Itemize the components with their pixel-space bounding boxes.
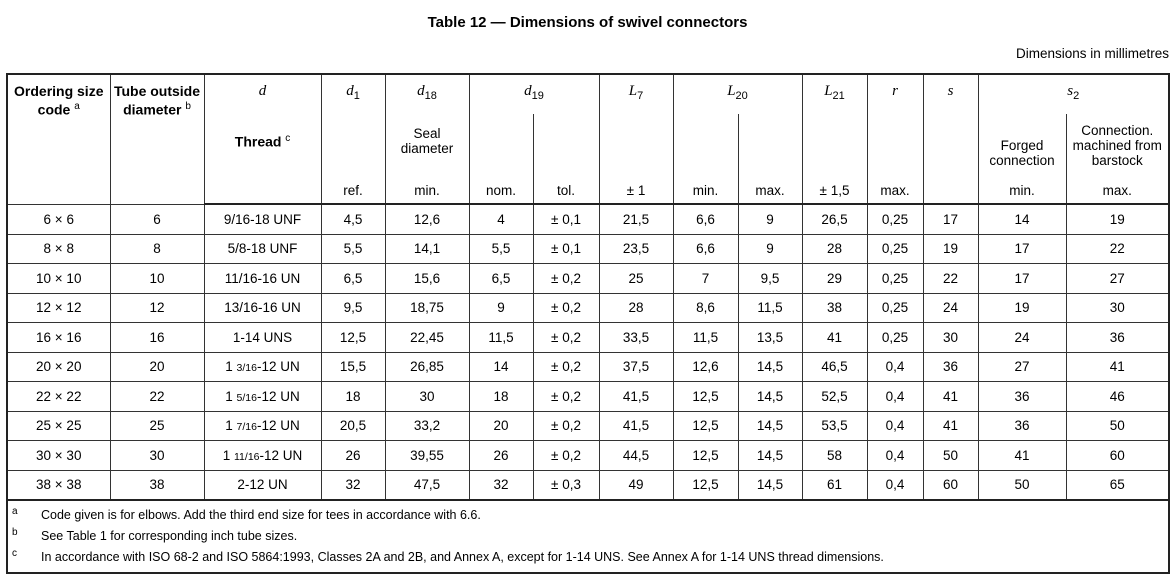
cell-ordering-code: 16 × 16: [7, 323, 110, 353]
cell-s2-machined: 41: [1066, 352, 1169, 382]
cell-L20-min: 6,6: [673, 204, 738, 234]
cell-thread-part: 13/16-16 UN: [224, 300, 301, 316]
cell-ordering-code: 8 × 8: [7, 234, 110, 264]
cell-r: 0,25: [867, 264, 923, 294]
cell-thread-part: 2-12 UN: [237, 477, 288, 493]
cell-d1: 9,5: [321, 293, 385, 323]
cell-thread-part: 1: [225, 359, 237, 375]
cell-s2-machined: 30: [1066, 293, 1169, 323]
cell-s2-machined: 60: [1066, 441, 1169, 471]
cell-s: 30: [923, 323, 978, 353]
cell-ordering-code: 10 × 10: [7, 264, 110, 294]
cell-L21: 58: [802, 441, 867, 471]
cell-tube-od: 8: [110, 234, 204, 264]
cell-L20-min: 12,5: [673, 470, 738, 500]
cell-thread: [204, 323, 321, 353]
cell-tube-od: 10: [110, 264, 204, 294]
cell-L21: 53,5: [802, 411, 867, 441]
cell-d1: 5,5: [321, 234, 385, 264]
cell-L7: 41,5: [599, 411, 673, 441]
units-note: Dimensions in millimetres: [1015, 46, 1169, 61]
cell-L20-min: 12,5: [673, 441, 738, 471]
cell-s2-forged: 36: [978, 382, 1066, 412]
cell-thread-part: 7/16: [236, 421, 257, 434]
cell-L7: 33,5: [599, 323, 673, 353]
cell-d18: 33,2: [385, 411, 469, 441]
header-ordering-size-code: Ordering size code $^a$: [7, 74, 110, 204]
header-d-symbol: d: [204, 74, 321, 114]
cell-thread-part: 1: [225, 388, 237, 404]
header-thread: Thread $^c$: [204, 114, 321, 168]
header-s-symbol: s: [923, 74, 978, 114]
cell-L21: 46,5: [802, 352, 867, 382]
table-row: [7, 293, 1169, 323]
cell-s2-forged: 41: [978, 441, 1066, 471]
cell-tube-od: 12: [110, 293, 204, 323]
header-s2-forged: Forged connection: [978, 114, 1066, 168]
cell-L21: 61: [802, 470, 867, 500]
cell-thread-part: -12 UN: [256, 359, 300, 375]
cell-s: 22: [923, 264, 978, 294]
cell-s2-forged: 14: [978, 204, 1066, 234]
header-d19-tol-blank: [533, 114, 599, 168]
cell-d19-nom: 6,5: [469, 264, 533, 294]
header-L20-min: min.: [673, 168, 738, 204]
cell-L20-max: 9,5: [738, 264, 802, 294]
cell-s2-machined: 50: [1066, 411, 1169, 441]
cell-d18: 14,1: [385, 234, 469, 264]
cell-s2-machined: 27: [1066, 264, 1169, 294]
table-row: [7, 411, 1169, 441]
cell-d19-nom: 5,5: [469, 234, 533, 264]
cell-tube-od: 25: [110, 411, 204, 441]
cell-d1: 6,5: [321, 264, 385, 294]
header-d18-unit: min.: [385, 168, 469, 204]
cell-d18: 18,75: [385, 293, 469, 323]
cell-thread: [204, 441, 321, 471]
cell-L20-max: 14,5: [738, 382, 802, 412]
cell-s: 19: [923, 234, 978, 264]
footnote-mark: c: [12, 548, 17, 559]
cell-L21: 52,5: [802, 382, 867, 412]
cell-thread-part: 3/16: [236, 362, 257, 375]
cell-s2-machined: 46: [1066, 382, 1169, 412]
cell-ordering-code: 6 × 6: [7, 204, 110, 234]
header-s2-symbol: $s_2$: [978, 74, 1169, 114]
cell-ordering-code: 25 × 25: [7, 411, 110, 441]
cell-d19-tol: ± 0,2: [533, 293, 599, 323]
cell-d19-nom: 4: [469, 204, 533, 234]
cell-tube-od: 16: [110, 323, 204, 353]
header-L7-symbol: $L_7$: [599, 74, 673, 114]
header-s2-forged-unit: min.: [978, 168, 1066, 204]
cell-d19-tol: ± 0,2: [533, 382, 599, 412]
cell-ordering-code: 30 × 30: [7, 441, 110, 471]
cell-L7: 25: [599, 264, 673, 294]
cell-s2-machined: 65: [1066, 470, 1169, 500]
cell-thread-part: -12 UN: [256, 418, 300, 434]
cell-s2-forged: 17: [978, 264, 1066, 294]
cell-r: 0,4: [867, 352, 923, 382]
cell-r: 0,4: [867, 411, 923, 441]
header-L21-blank: [802, 114, 867, 168]
cell-d1: 26: [321, 441, 385, 471]
cell-r: 0,25: [867, 323, 923, 353]
cell-r: 0,25: [867, 204, 923, 234]
header-L20-symbol: $L_{20}$: [673, 74, 802, 114]
header-d19-symbol: $d_{19}$: [469, 74, 599, 114]
cell-L20-max: 13,5: [738, 323, 802, 353]
header-s2-machined-unit: max.: [1066, 168, 1169, 204]
cell-s2-forged: 50: [978, 470, 1066, 500]
cell-L20-max: 11,5: [738, 293, 802, 323]
cell-s: 24: [923, 293, 978, 323]
table-row: [7, 323, 1169, 353]
cell-L7: 23,5: [599, 234, 673, 264]
cell-thread-part: 11/16-16 UN: [224, 270, 301, 286]
cell-d18: 26,85: [385, 352, 469, 382]
cell-r: 0,25: [867, 234, 923, 264]
cell-s2-machined: 36: [1066, 323, 1169, 353]
table-row: [7, 264, 1169, 294]
header-seal-diameter: Seal diameter: [385, 114, 469, 168]
footnote-mark: b: [12, 527, 18, 538]
cell-L20-min: 11,5: [673, 323, 738, 353]
footnote-text: Code given is for elbows. Add the third end size for tees in accordance with 6.6.: [41, 508, 481, 522]
cell-L21: 26,5: [802, 204, 867, 234]
header-d19-nom-blank: [469, 114, 533, 168]
cell-L20-max: 14,5: [738, 470, 802, 500]
cell-s2-machined: 19: [1066, 204, 1169, 234]
cell-L20-min: 12,6: [673, 352, 738, 382]
table-row: [7, 382, 1169, 412]
cell-tube-od: 38: [110, 470, 204, 500]
cell-thread: [204, 264, 321, 294]
header-r-symbol: r: [867, 74, 923, 114]
footnote-b: [12, 526, 1168, 547]
header-r-blank: [867, 114, 923, 168]
header-L20-max-blank: [738, 114, 802, 168]
cell-thread-part: 5/8-18 UNF: [227, 241, 298, 257]
cell-d1: 12,5: [321, 323, 385, 353]
header-d19-tol: tol.: [533, 168, 599, 204]
cell-d19-tol: ± 0,2: [533, 411, 599, 441]
header-L21-unit: ± 1,5: [802, 168, 867, 204]
cell-thread: [204, 293, 321, 323]
table-row: [7, 204, 1169, 234]
cell-thread-part: 1: [222, 447, 234, 463]
header-d1-unit: ref.: [321, 168, 385, 204]
footnotes: [7, 500, 1169, 573]
cell-L20-min: 12,5: [673, 411, 738, 441]
cell-thread: [204, 382, 321, 412]
header-r-unit: max.: [867, 168, 923, 204]
cell-s2-forged: 27: [978, 352, 1066, 382]
cell-r: 0,4: [867, 470, 923, 500]
cell-ordering-code: 22 × 22: [7, 382, 110, 412]
cell-ordering-code: 38 × 38: [7, 470, 110, 500]
swivel-connector-dimensions-table: [6, 73, 1170, 574]
cell-L7: 41,5: [599, 382, 673, 412]
cell-s: 50: [923, 441, 978, 471]
cell-d19-nom: 18: [469, 382, 533, 412]
header-d1-symbol: $d_1$: [321, 74, 385, 114]
cell-d19-tol: ± 0,1: [533, 204, 599, 234]
cell-thread: [204, 234, 321, 264]
cell-d1: 32: [321, 470, 385, 500]
cell-s2-machined: 22: [1066, 234, 1169, 264]
cell-d19-tol: ± 0,2: [533, 264, 599, 294]
footnote-text: In accordance with ISO 68-2 and ISO 5864:1993, Classes 2A and 2B, and Annex A, except for 1-14 UNS. See Annex A for 1-14 UNS thread dimensions.: [41, 550, 884, 564]
cell-thread: [204, 204, 321, 234]
cell-d19-tol: ± 0,1: [533, 234, 599, 264]
cell-thread-part: -12 UN: [256, 388, 300, 404]
cell-s2-forged: 19: [978, 293, 1066, 323]
cell-d18: 47,5: [385, 470, 469, 500]
cell-L20-max: 14,5: [738, 352, 802, 382]
cell-tube-od: 30: [110, 441, 204, 471]
table-row: [7, 441, 1169, 471]
cell-thread-part: 1: [225, 418, 237, 434]
cell-d19-tol: ± 0,2: [533, 323, 599, 353]
table-row: [7, 470, 1169, 500]
cell-d19-tol: ± 0,2: [533, 352, 599, 382]
cell-thread-part: 11/16: [234, 450, 260, 463]
cell-d1: 20,5: [321, 411, 385, 441]
cell-L7: 49: [599, 470, 673, 500]
table-row: [7, 234, 1169, 264]
cell-s: 17: [923, 204, 978, 234]
header-L20-min-blank: [673, 114, 738, 168]
header-d19-nom: nom.: [469, 168, 533, 204]
cell-d18: 30: [385, 382, 469, 412]
cell-d19-nom: 32: [469, 470, 533, 500]
cell-L7: 44,5: [599, 441, 673, 471]
table-row: [7, 352, 1169, 382]
cell-L21: 38: [802, 293, 867, 323]
cell-d19-tol: ± 0,2: [533, 441, 599, 471]
cell-tube-od: 6: [110, 204, 204, 234]
cell-L21: 29: [802, 264, 867, 294]
table-title: Table 12 — Dimensions of swivel connectors: [427, 14, 748, 31]
header-d1-blank: [321, 114, 385, 168]
cell-r: 0,25: [867, 293, 923, 323]
footnote-mark: a: [12, 506, 18, 517]
cell-d19-nom: 14: [469, 352, 533, 382]
header-s-unit-blank: [923, 168, 978, 204]
cell-L21: 28: [802, 234, 867, 264]
footnote-c: [12, 547, 1168, 568]
cell-d19-nom: 26: [469, 441, 533, 471]
cell-r: 0,4: [867, 382, 923, 412]
cell-thread: [204, 470, 321, 500]
cell-d18: 15,6: [385, 264, 469, 294]
header-L20-max: max.: [738, 168, 802, 204]
cell-d19-nom: 20: [469, 411, 533, 441]
cell-L20-min: 12,5: [673, 382, 738, 412]
cell-s: 36: [923, 352, 978, 382]
cell-L7: 37,5: [599, 352, 673, 382]
cell-r: 0,4: [867, 441, 923, 471]
cell-thread-part: 1-14 UNS: [232, 329, 293, 345]
cell-L20-max: 9: [738, 204, 802, 234]
cell-s: 41: [923, 411, 978, 441]
cell-s: 41: [923, 382, 978, 412]
cell-L20-min: 6,6: [673, 234, 738, 264]
header-L7-unit: ± 1: [599, 168, 673, 204]
cell-ordering-code: 12 × 12: [7, 293, 110, 323]
cell-d19-nom: 11,5: [469, 323, 533, 353]
cell-ordering-code: 20 × 20: [7, 352, 110, 382]
cell-thread: [204, 352, 321, 382]
cell-thread-part: -12 UN: [259, 447, 303, 463]
cell-d1: 4,5: [321, 204, 385, 234]
header-s-blank: [923, 114, 978, 168]
cell-L21: 41: [802, 323, 867, 353]
header-s2-machined: Connection. machined from barstock: [1066, 114, 1169, 168]
cell-d18: 12,6: [385, 204, 469, 234]
footnote-a: [12, 505, 1168, 526]
header-thread-blank: [204, 168, 321, 204]
footnote-text: See Table 1 for corresponding inch tube sizes.: [41, 529, 298, 543]
header-d18-symbol: $d_{18}$: [385, 74, 469, 114]
cell-L20-min: 8,6: [673, 293, 738, 323]
cell-s2-forged: 24: [978, 323, 1066, 353]
cell-L20-min: 7: [673, 264, 738, 294]
cell-d1: 15,5: [321, 352, 385, 382]
cell-d18: 22,45: [385, 323, 469, 353]
cell-L7: 21,5: [599, 204, 673, 234]
header-L21-symbol: $L_{21}$: [802, 74, 867, 114]
cell-L20-max: 9: [738, 234, 802, 264]
cell-s2-forged: 36: [978, 411, 1066, 441]
cell-L20-max: 14,5: [738, 411, 802, 441]
cell-thread-part: 9/16-18 UNF: [223, 211, 302, 227]
cell-d18: 39,55: [385, 441, 469, 471]
cell-thread: [204, 411, 321, 441]
cell-L20-max: 14,5: [738, 441, 802, 471]
cell-thread-part: 5/16: [236, 391, 257, 404]
cell-d1: 18: [321, 382, 385, 412]
cell-d19-nom: 9: [469, 293, 533, 323]
cell-L7: 28: [599, 293, 673, 323]
cell-tube-od: 22: [110, 382, 204, 412]
header-L7-blank: [599, 114, 673, 168]
cell-s2-forged: 17: [978, 234, 1066, 264]
cell-tube-od: 20: [110, 352, 204, 382]
cell-s: 60: [923, 470, 978, 500]
header-tube-od: Tube outside diameter $^b$: [110, 74, 204, 204]
cell-d19-tol: ± 0,3: [533, 470, 599, 500]
